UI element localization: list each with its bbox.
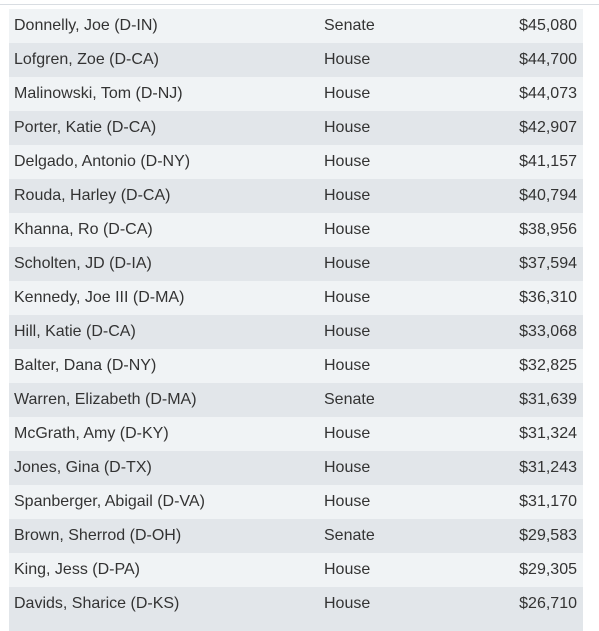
table-row [9, 451, 583, 485]
chamber: House [324, 289, 371, 306]
table-row [9, 213, 583, 247]
amount: $42,907 [519, 119, 577, 136]
table-row [9, 43, 583, 77]
table-row [9, 485, 583, 519]
table-row [9, 383, 583, 417]
chamber: House [324, 595, 371, 612]
candidate-name: Lofgren, Zoe (D-CA) [14, 51, 159, 68]
next-row-partial [9, 621, 583, 631]
amount: $37,594 [519, 255, 577, 272]
chamber: House [324, 187, 371, 204]
amount: $31,170 [519, 493, 577, 510]
amount: $29,583 [519, 527, 577, 544]
amount: $36,310 [519, 289, 577, 306]
amount: $38,956 [519, 221, 577, 238]
table-row [9, 315, 583, 349]
chamber: House [324, 255, 371, 272]
table-row [9, 587, 583, 621]
candidate-name: Brown, Sherrod (D-OH) [14, 527, 182, 544]
table-row [9, 553, 583, 587]
candidate-name: Scholten, JD (D-IA) [14, 255, 152, 272]
candidate-name: Khanna, Ro (D-CA) [14, 221, 153, 238]
amount: $44,073 [519, 85, 577, 102]
candidate-name: Davids, Sharice (D-KS) [14, 595, 180, 612]
table-row [9, 519, 583, 553]
chamber: House [324, 357, 371, 374]
table-row [9, 417, 583, 451]
chamber: Senate [324, 391, 375, 408]
amount: $32,825 [519, 357, 577, 374]
chamber: House [324, 425, 371, 442]
candidate-name: Kennedy, Joe III (D-MA) [14, 289, 185, 306]
chamber: House [324, 561, 371, 578]
candidate-name: Donnelly, Joe (D-IN) [14, 17, 158, 34]
chamber: House [324, 85, 371, 102]
candidate-name: McGrath, Amy (D-KY) [14, 425, 169, 442]
chamber: Senate [324, 17, 375, 34]
chamber: Senate [324, 527, 375, 544]
candidate-name: Delgado, Antonio (D-NY) [14, 153, 191, 170]
chamber: House [324, 493, 371, 510]
amount: $31,639 [519, 391, 577, 408]
table-row [9, 145, 583, 179]
table-row [9, 9, 583, 43]
chamber: House [324, 51, 371, 68]
amount: $40,794 [519, 187, 577, 204]
amount: $44,700 [519, 51, 577, 68]
table-row [9, 281, 583, 315]
amount: $29,305 [519, 561, 577, 578]
candidate-name: Warren, Elizabeth (D-MA) [14, 391, 197, 408]
candidate-name: Jones, Gina (D-TX) [14, 459, 152, 476]
recipients-table [9, 9, 583, 621]
candidate-name: Balter, Dana (D-NY) [14, 357, 157, 374]
candidate-name: Hill, Katie (D-CA) [14, 323, 136, 340]
amount: $31,324 [519, 425, 577, 442]
top-divider [0, 4, 599, 5]
amount: $33,068 [519, 323, 577, 340]
amount: $31,243 [519, 459, 577, 476]
chamber: House [324, 459, 371, 476]
chamber: House [324, 221, 371, 238]
table-row [9, 179, 583, 213]
table-row [9, 77, 583, 111]
amount: $26,710 [519, 595, 577, 612]
table-row [9, 247, 583, 281]
candidate-name: King, Jess (D-PA) [14, 561, 140, 578]
candidate-name: Rouda, Harley (D-CA) [14, 187, 171, 204]
amount: $41,157 [519, 153, 577, 170]
table-row [9, 111, 583, 145]
chamber: House [324, 119, 371, 136]
candidate-name: Porter, Katie (D-CA) [14, 119, 157, 136]
candidate-name: Malinowski, Tom (D-NJ) [14, 85, 183, 102]
table-row [9, 349, 583, 383]
chamber: House [324, 153, 371, 170]
candidate-name: Spanberger, Abigail (D-VA) [14, 493, 205, 510]
chamber: House [324, 323, 371, 340]
amount: $45,080 [519, 17, 577, 34]
